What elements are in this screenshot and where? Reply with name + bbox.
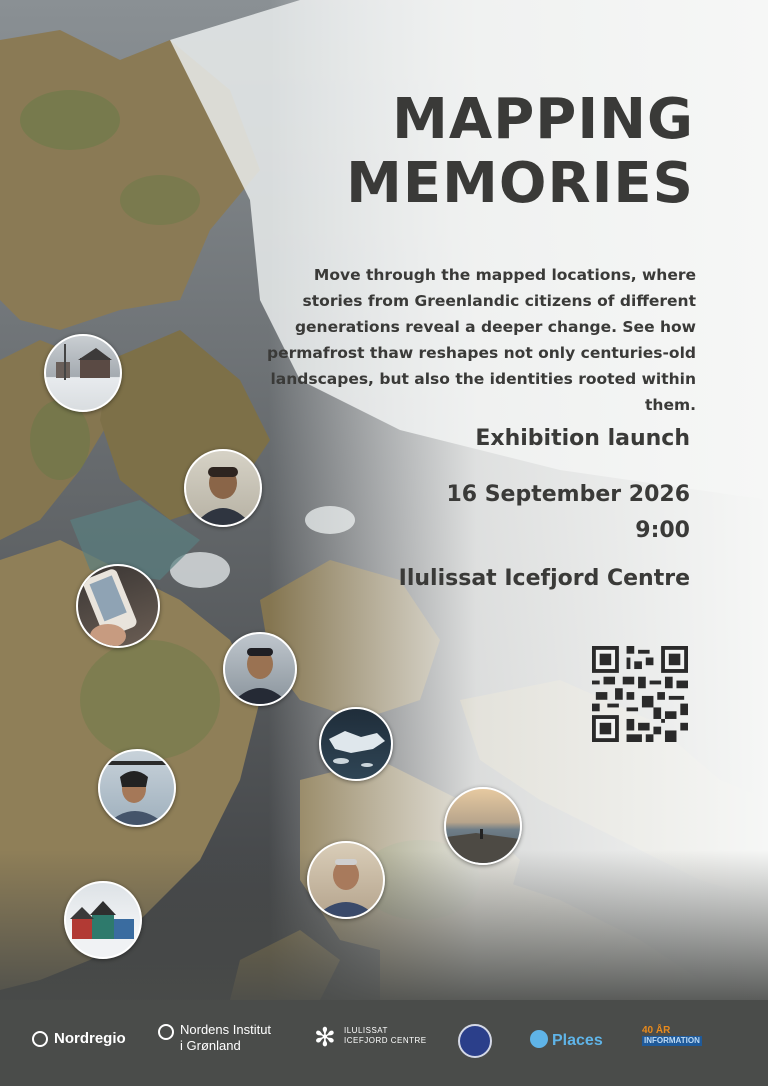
nordregio-icon (32, 1031, 48, 1047)
seal-emblem-icon (458, 1024, 492, 1058)
places-pin-icon (530, 1030, 548, 1048)
story-photo-colored-houses[interactable] (64, 881, 142, 959)
story-photo-person-4[interactable] (307, 841, 385, 919)
launch-label: Exhibition launch (475, 426, 690, 451)
logo-nordregio[interactable] (32, 1030, 126, 1047)
story-photo-phone[interactable] (76, 564, 160, 648)
footer-logos (0, 1000, 768, 1086)
logo-places-text: Places (552, 1032, 603, 1049)
story-photo-houses[interactable] (44, 334, 122, 412)
story-photo-shore[interactable] (444, 787, 522, 865)
nordens-line-1: Nordens Institut (180, 1022, 272, 1037)
logo-40-years[interactable] (642, 1026, 702, 1046)
event-time: 9:00 (635, 518, 690, 543)
description: Move through the mapped locations, where stories from Greenlandic citizens of different generations reveal a deeper change. See how permafrost thaw reshapes not only centuries-old landscapes, but also the identities rooted within them. (266, 266, 696, 414)
story-photo-icebergs[interactable] (319, 707, 393, 781)
title-line-2: MEMORIES (346, 151, 694, 216)
logo-nordregio-text: Nordregio (54, 1030, 126, 1047)
story-photo-person-1[interactable] (184, 449, 262, 527)
icefjord-line-1: ILULISSAT (344, 1026, 388, 1035)
event-date: 16 September 2026 (446, 482, 690, 507)
logo-places[interactable] (530, 1030, 603, 1050)
title-line-1: MAPPING (392, 87, 694, 152)
icefjord-line-2: ICEFJORD CENTRE (344, 1036, 427, 1045)
story-photo-person-3[interactable] (98, 749, 176, 827)
nordens-line-2: i Grønland (180, 1038, 241, 1053)
snowflake-icon: ✻ (314, 1022, 337, 1052)
logo-nordens-institut[interactable] (158, 1022, 271, 1054)
forty-line-2: INFORMATION (644, 1036, 700, 1045)
forty-line-1: 40 ÅR (642, 1025, 671, 1036)
story-photo-person-2[interactable] (223, 632, 297, 706)
nordens-icon (158, 1024, 174, 1040)
poster-title (346, 88, 694, 216)
event-venue: Ilulissat Icefjord Centre (398, 566, 690, 591)
logo-icefjord-centre[interactable] (314, 1022, 427, 1052)
qr-code[interactable] (592, 646, 688, 742)
